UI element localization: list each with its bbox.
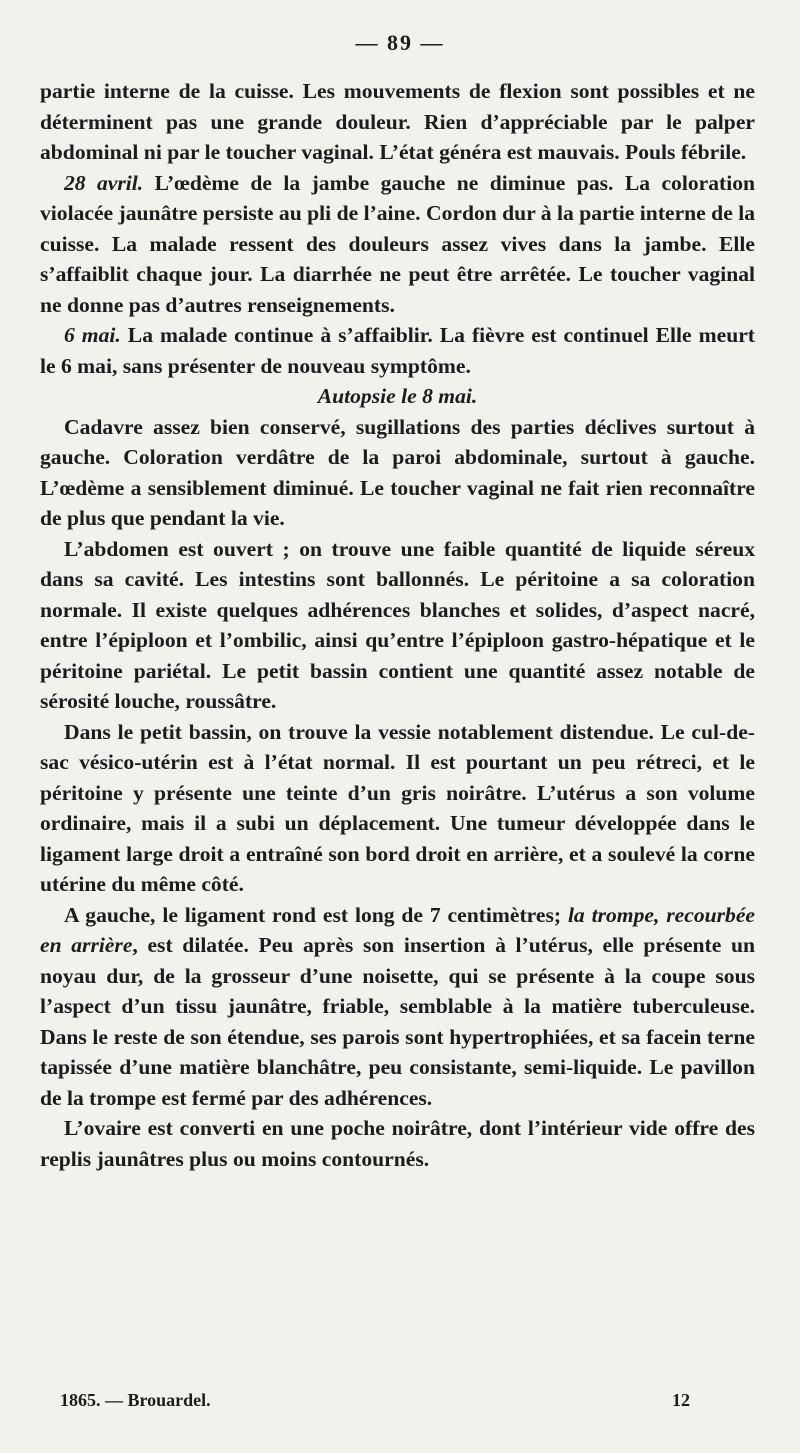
- signature-mark: 12: [672, 1390, 690, 1410]
- paragraph-3: [40, 320, 755, 381]
- text-segment: A gauche, le ligament rond est long de 7 centimètres;: [64, 902, 568, 927]
- footer-signature: 1865. — Brouardel.: [60, 1390, 211, 1410]
- entry-date: 6 mai.: [64, 323, 121, 347]
- paragraph-6: Dans le petit bassin, on trouve la vessie notablement distendue. Le cul-de-sac vésico-utérin est à l’état normal. Il est pourtant un peu rétreci, et le péritoine y présente une teinte d’un gris noirâtre. L’utérus a son volume ordinaire, mais il a subi un déplacement. Une tumeur développée dans le ligament large droit a entraîné son bord droit en arrière, et a soulevé la corne utérine du même côté.: [40, 719, 755, 896]
- entry-text: La malade continue à s’affaiblir. La fièvre est continuel Elle meurt le 6 mai, sans présenter de nouveau symptôme.: [40, 323, 755, 378]
- entry-text: L’œdème de la jambe gauche ne diminue pas. La coloration violacée jaunâtre persiste au pli de l’aine. Cordon dur à la partie interne de la cuisse. La malade ressent des douleurs assez vives dans la jambe. Elle s’affaiblit chaque jour. La diarrhée ne peut être arrêtée. Le toucher vaginal ne donne pas d’autres renseignements.: [40, 170, 755, 317]
- paragraph-4: Cadavre assez bien conservé, sugillations des parties déclives surtout à gauche. Coloration verdâtre de la paroi abdominale, surtout à gauche. L’œdème a sensiblement diminué. Le toucher vaginal ne fait rien reconnaître de plus que pendant la vie.: [40, 414, 755, 530]
- page-footer: [60, 1390, 690, 1411]
- italic-segment: la trompe, recourbée en arrière: [40, 902, 755, 957]
- paragraph-7: [40, 900, 755, 1114]
- paragraph-5: L’abdomen est ouvert ; on trouve une faible quantité de liquide séreux dans sa cavité. Les intestins sont ballonnés. Le péritoine a sa coloration normale. Il existe quelques adhérences blanches et solides, d’aspect nacré, entre l’épiploon et l’ombilic, ainsi qu’entre l’épiploon gastro-hépatique et le péritoine pariétal. Le petit bassin contient une quantité assez notable de sérosité louche, roussâtre.: [40, 536, 755, 713]
- entry-date: 28 avril.: [64, 170, 144, 195]
- text-segment: , est dilatée. Peu après son insertion à l’utérus, elle présente un noyau dur, de la grosseur d’une noisette, qui se présente à la coupe sous l’aspect d’un tissu jaunâtre, friable, semblable à la matière tuberculeuse. Dans le reste de son étendue, ses parois sont hypertrophiées, et sa facein terne tapissée d’une matière blanchâtre, peu consistante, semi-liquide. Le pavillon de la trompe est fermé par des adhérences.: [40, 933, 755, 1110]
- document-body: [40, 76, 755, 1174]
- paragraph-1: partie interne de la cuisse. Les mouvements de flexion sont possibles et ne déterminent pas une grande douleur. Rien d’appréciable par le palper abdominal ni par le toucher vaginal. L’état généra est mauvais. Pouls fébrile.: [40, 79, 755, 164]
- page-number: — 89 —: [355, 30, 445, 55]
- paragraph-2: [40, 168, 755, 321]
- section-heading: Autopsie le 8 mai.: [317, 384, 478, 408]
- paragraph-8: L’ovaire est converti en une poche noirâtre, dont l’intérieur vide offre des replis jaunâtres plus ou moins contournés.: [40, 1116, 755, 1171]
